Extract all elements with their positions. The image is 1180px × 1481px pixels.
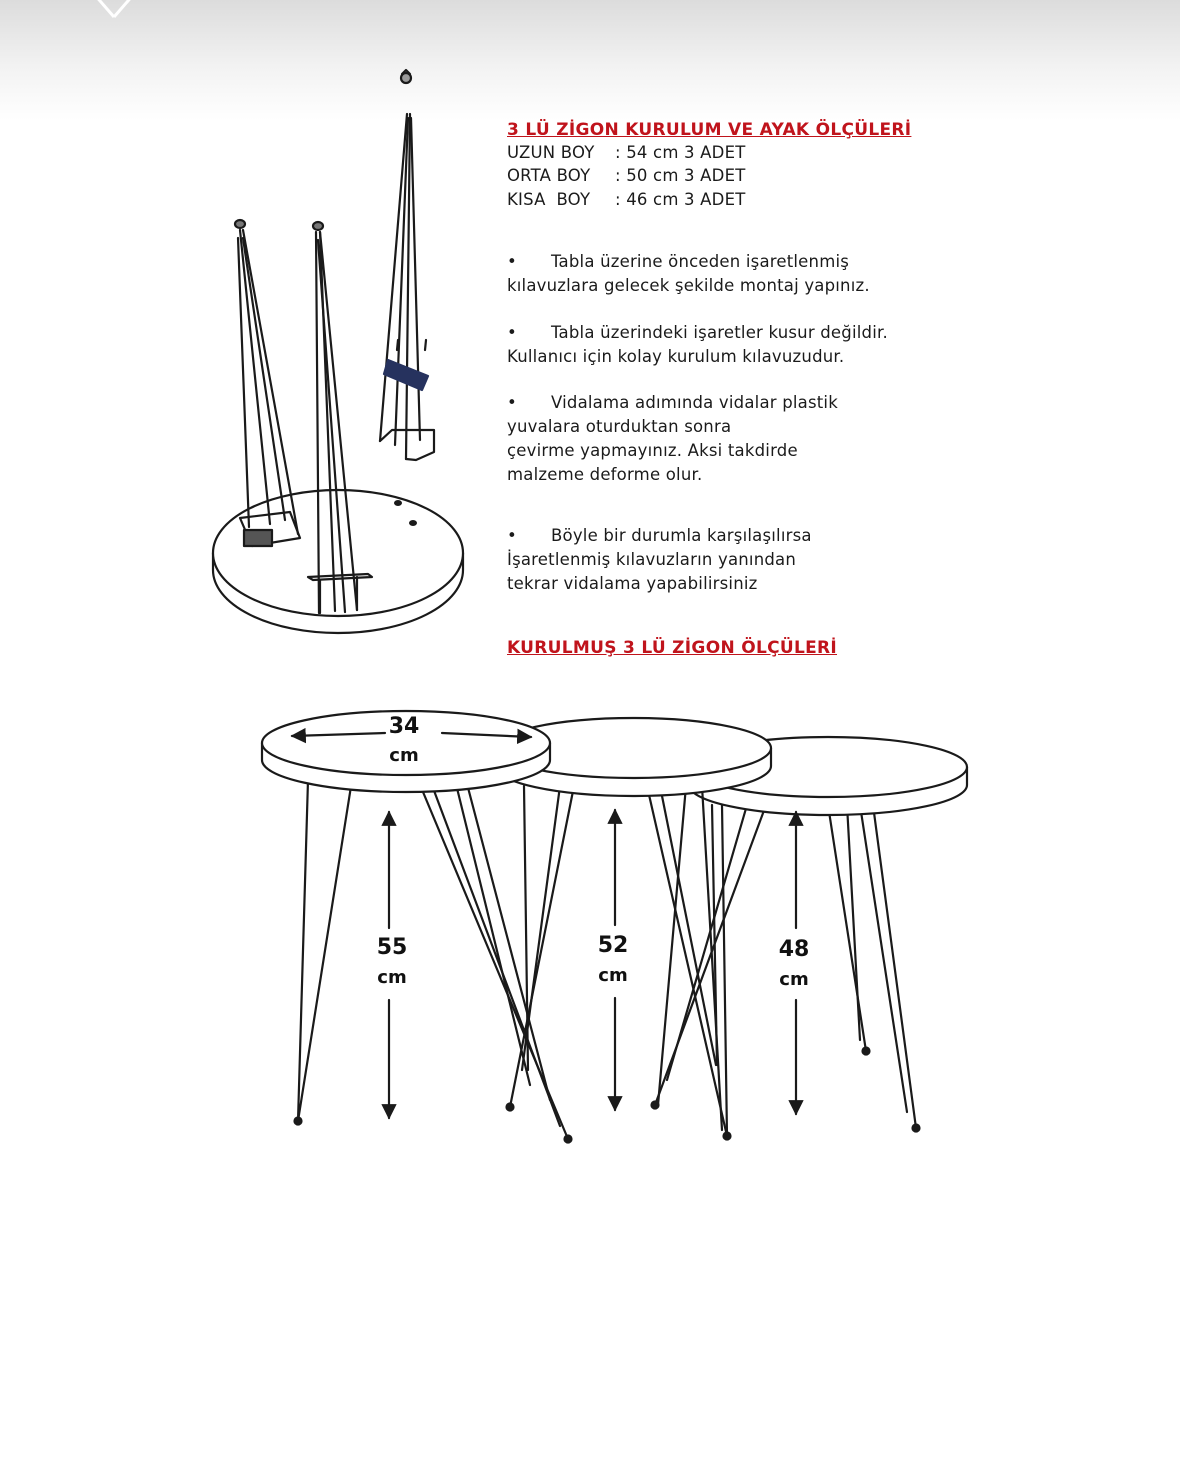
bullet-icon: • bbox=[507, 323, 517, 342]
height-value: 48 bbox=[778, 937, 810, 962]
spec-value: : 50 cm 3 ADET bbox=[615, 166, 746, 185]
spec-label: ORTA BOY bbox=[507, 166, 591, 185]
diameter-value: 34 bbox=[388, 714, 420, 739]
note-line: İşaretlenmiş kılavuzların yanından bbox=[507, 550, 797, 569]
note-line: Kullanıcı için kolay kurulum kılavuzudur. bbox=[507, 347, 845, 366]
note-line: tekrar vidalama yapabilirsiniz bbox=[507, 574, 758, 593]
height-unit: cm bbox=[598, 965, 628, 986]
bullet-icon: • bbox=[507, 526, 517, 545]
note-line: Tabla üzerine önceden işaretlenmiş bbox=[551, 252, 850, 271]
note-line: Tabla üzerindeki işaretler kusur değildir. bbox=[551, 323, 888, 342]
assembly-title: 3 LÜ ZİGON KURULUM VE AYAK ÖLÇÜLERİ bbox=[507, 120, 912, 140]
spec-label: UZUN BOY bbox=[507, 143, 595, 162]
spec-label: KISA BOY bbox=[507, 190, 591, 209]
bullet-icon: • bbox=[507, 252, 517, 271]
note-line: kılavuzlara gelecek şekilde montaj yapınız. bbox=[507, 276, 870, 295]
spec-value: : 46 cm 3 ADET bbox=[615, 190, 746, 209]
height-unit: cm bbox=[377, 967, 407, 988]
table-medium bbox=[495, 718, 771, 1136]
note-line: yuvalara oturduktan sonra bbox=[507, 417, 732, 436]
spec-value: : 54 cm 3 ADET bbox=[615, 143, 746, 162]
note-line: Vidalama adımında vidalar plastik bbox=[551, 393, 838, 412]
note-line: malzeme deforme olur. bbox=[507, 465, 703, 484]
height-value: 52 bbox=[597, 933, 629, 958]
diameter-unit: cm bbox=[389, 745, 419, 766]
height-value: 55 bbox=[376, 935, 408, 960]
bullet-icon: • bbox=[507, 393, 517, 412]
note-line: çevirme yapmayınız. Aksi takdirde bbox=[507, 441, 798, 460]
note-line: Böyle bir durumla karşılaşılırsa bbox=[551, 526, 812, 545]
assembled-title: KURULMUŞ 3 LÜ ZİGON ÖLÇÜLERİ bbox=[507, 638, 838, 658]
height-unit: cm bbox=[779, 969, 809, 990]
